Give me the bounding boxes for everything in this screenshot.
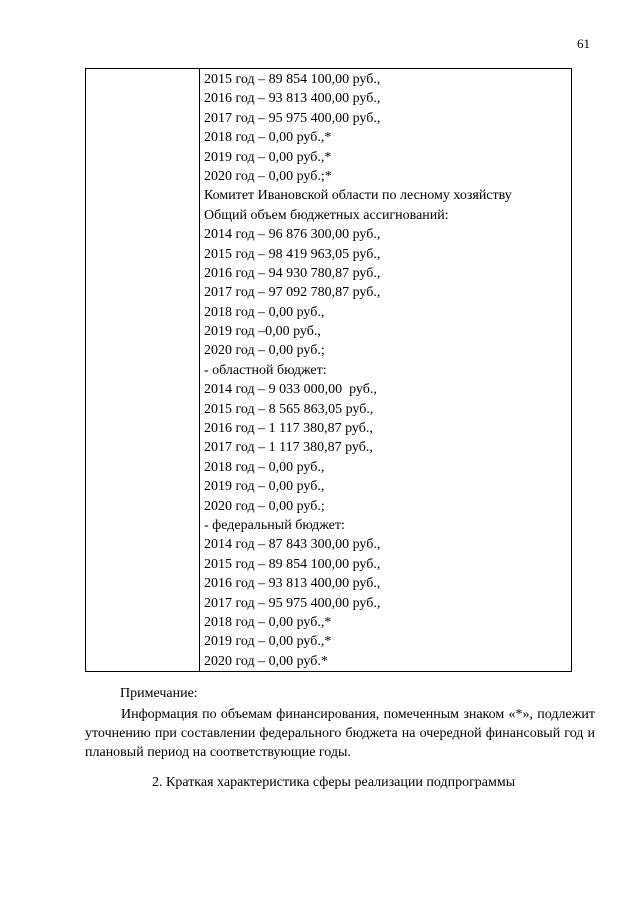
note-title: Примечание:	[120, 686, 198, 701]
funding-line: 2015 год – 89 854 100,00 руб.,	[204, 556, 381, 572]
page-number: 61	[577, 36, 590, 51]
funding-line: 2014 год – 87 843 300,00 руб.,	[204, 537, 381, 553]
funding-line: 2015 год – 89 854 100,00 руб.,	[204, 72, 381, 87]
funding-line: 2019 год –0,00 руб.,	[204, 324, 321, 340]
column-divider	[199, 69, 200, 671]
funding-line: 2016 год – 94 930 780,87 руб.,	[204, 265, 381, 281]
funding-line: 2017 год – 95 975 400,00 руб.,	[204, 595, 381, 611]
funding-line: Общий объем бюджетных ассигнований:	[204, 207, 449, 223]
funding-line: Комитет Ивановской области по лесному хозяйству	[204, 188, 512, 204]
funding-line: 2020 год – 0,00 руб.*	[204, 653, 328, 669]
funding-line: 2018 год – 0,00 руб.,*	[204, 614, 332, 630]
funding-line: - федеральный бюджет:	[204, 517, 345, 533]
funding-line: 2019 год – 0,00 руб.,	[204, 479, 325, 495]
funding-lines	[204, 70, 512, 671]
funding-line: 2017 год – 1 117 380,87 руб.,	[204, 440, 373, 456]
funding-line: 2018 год – 0,00 руб.,	[204, 304, 325, 320]
funding-line: 2016 год – 93 813 400,00 руб.,	[204, 91, 381, 107]
funding-line: 2020 год – 0,00 руб.;*	[204, 168, 332, 184]
funding-line: 2019 год – 0,00 руб.,*	[204, 149, 332, 165]
funding-line: 2018 год – 0,00 руб.,*	[204, 130, 332, 146]
funding-table	[85, 68, 572, 672]
funding-line: 2020 год – 0,00 руб.;	[204, 498, 325, 514]
funding-line: 2018 год – 0,00 руб.,	[204, 459, 325, 475]
funding-line: - областной бюджет:	[204, 362, 327, 378]
section-heading: 2. Краткая характеристика сферы реализации подпрограммы	[152, 775, 516, 790]
funding-line: 2015 год – 8 565 863,05 руб.,	[204, 401, 374, 417]
funding-line: 2019 год – 0,00 руб.,*	[204, 634, 332, 650]
funding-line: 2015 год – 98 419 963,05 руб.,	[204, 246, 381, 262]
funding-line: 2016 год – 1 117 380,87 руб.,	[204, 421, 373, 437]
funding-line: 2016 год – 93 813 400,00 руб.,	[204, 576, 381, 592]
funding-line: 2017 год – 97 092 780,87 руб.,	[204, 285, 381, 301]
funding-line: 2017 год – 95 975 400,00 руб.,	[204, 110, 381, 126]
funding-line: 2020 год – 0,00 руб.;	[204, 343, 325, 359]
funding-line: 2014 год – 9 033 000,00 руб.,	[204, 382, 377, 398]
funding-line: 2014 год – 96 876 300,00 руб.,	[204, 227, 381, 243]
note-text: Информация по объемам финансирования, помеченным знаком «*», подлежит уточнению при составлении федерального бюджета на очередной финансовый год и плановый период на соответствующие годы.	[85, 707, 595, 760]
